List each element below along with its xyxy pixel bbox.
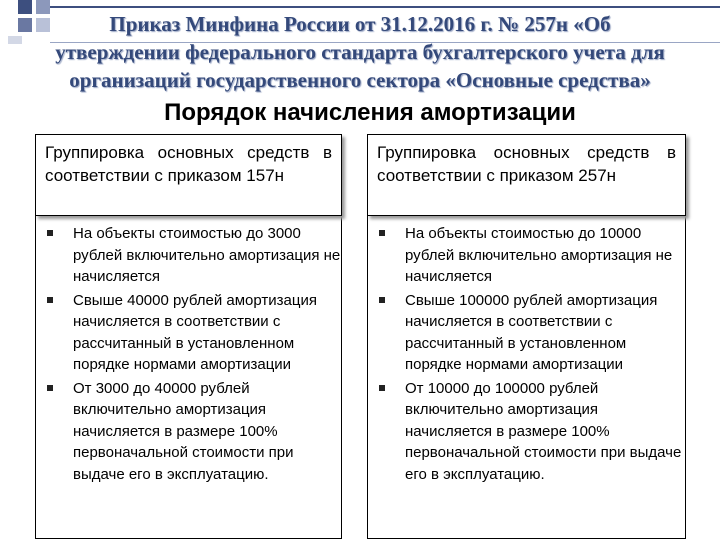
rules-list xyxy=(368,223,685,487)
title-line-2: утверждении федерального стандарта бухгалтерского учета для xyxy=(55,40,665,64)
panel-order-257n xyxy=(367,134,686,539)
list-item: На объекты стоимостью до 3000 рублей включительно амортизация не начисляется xyxy=(36,223,341,288)
panel-order-157n xyxy=(35,134,342,539)
panel-heading-box xyxy=(35,134,342,216)
panel-heading: Группировка основных средств в соответствии с приказом 257н xyxy=(377,143,676,185)
list-item: От 3000 до 40000 рублей включительно амортизация начисляется в размере 100% первоначальной стоимости при выдаче его в эксплуатацию. xyxy=(36,378,341,486)
list-item: На объекты стоимостью до 10000 рублей включительно амортизация не начисляется xyxy=(368,223,685,288)
title-line-1: Приказ Минфина России от 31.12.2016 г. № 257н «Об xyxy=(109,12,611,36)
panel-heading: Группировка основных средств в соответствии с приказом 157н xyxy=(45,143,332,185)
page-subtitle: Порядок начисления амортизации xyxy=(164,99,576,126)
header-line-top xyxy=(50,6,720,8)
title-line-3: организаций государственного сектора «Основные средства» xyxy=(69,68,651,92)
panel-heading-box xyxy=(367,134,686,216)
rules-list xyxy=(36,223,341,487)
list-item: От 10000 до 100000 рублей включительно амортизация начисляется в размере 100% первоначальной стоимости при выдаче его в эксплуатацию. xyxy=(368,378,685,486)
list-item: Свыше 40000 рублей амортизация начисляется в соответствии с рассчитанный в установленном порядке нормами амортизации xyxy=(36,290,341,376)
list-item: Свыше 100000 рублей амортизация начисляется в соответствии с рассчитанный в установленном порядке нормами амортизации xyxy=(368,290,685,376)
page-title xyxy=(0,10,720,94)
